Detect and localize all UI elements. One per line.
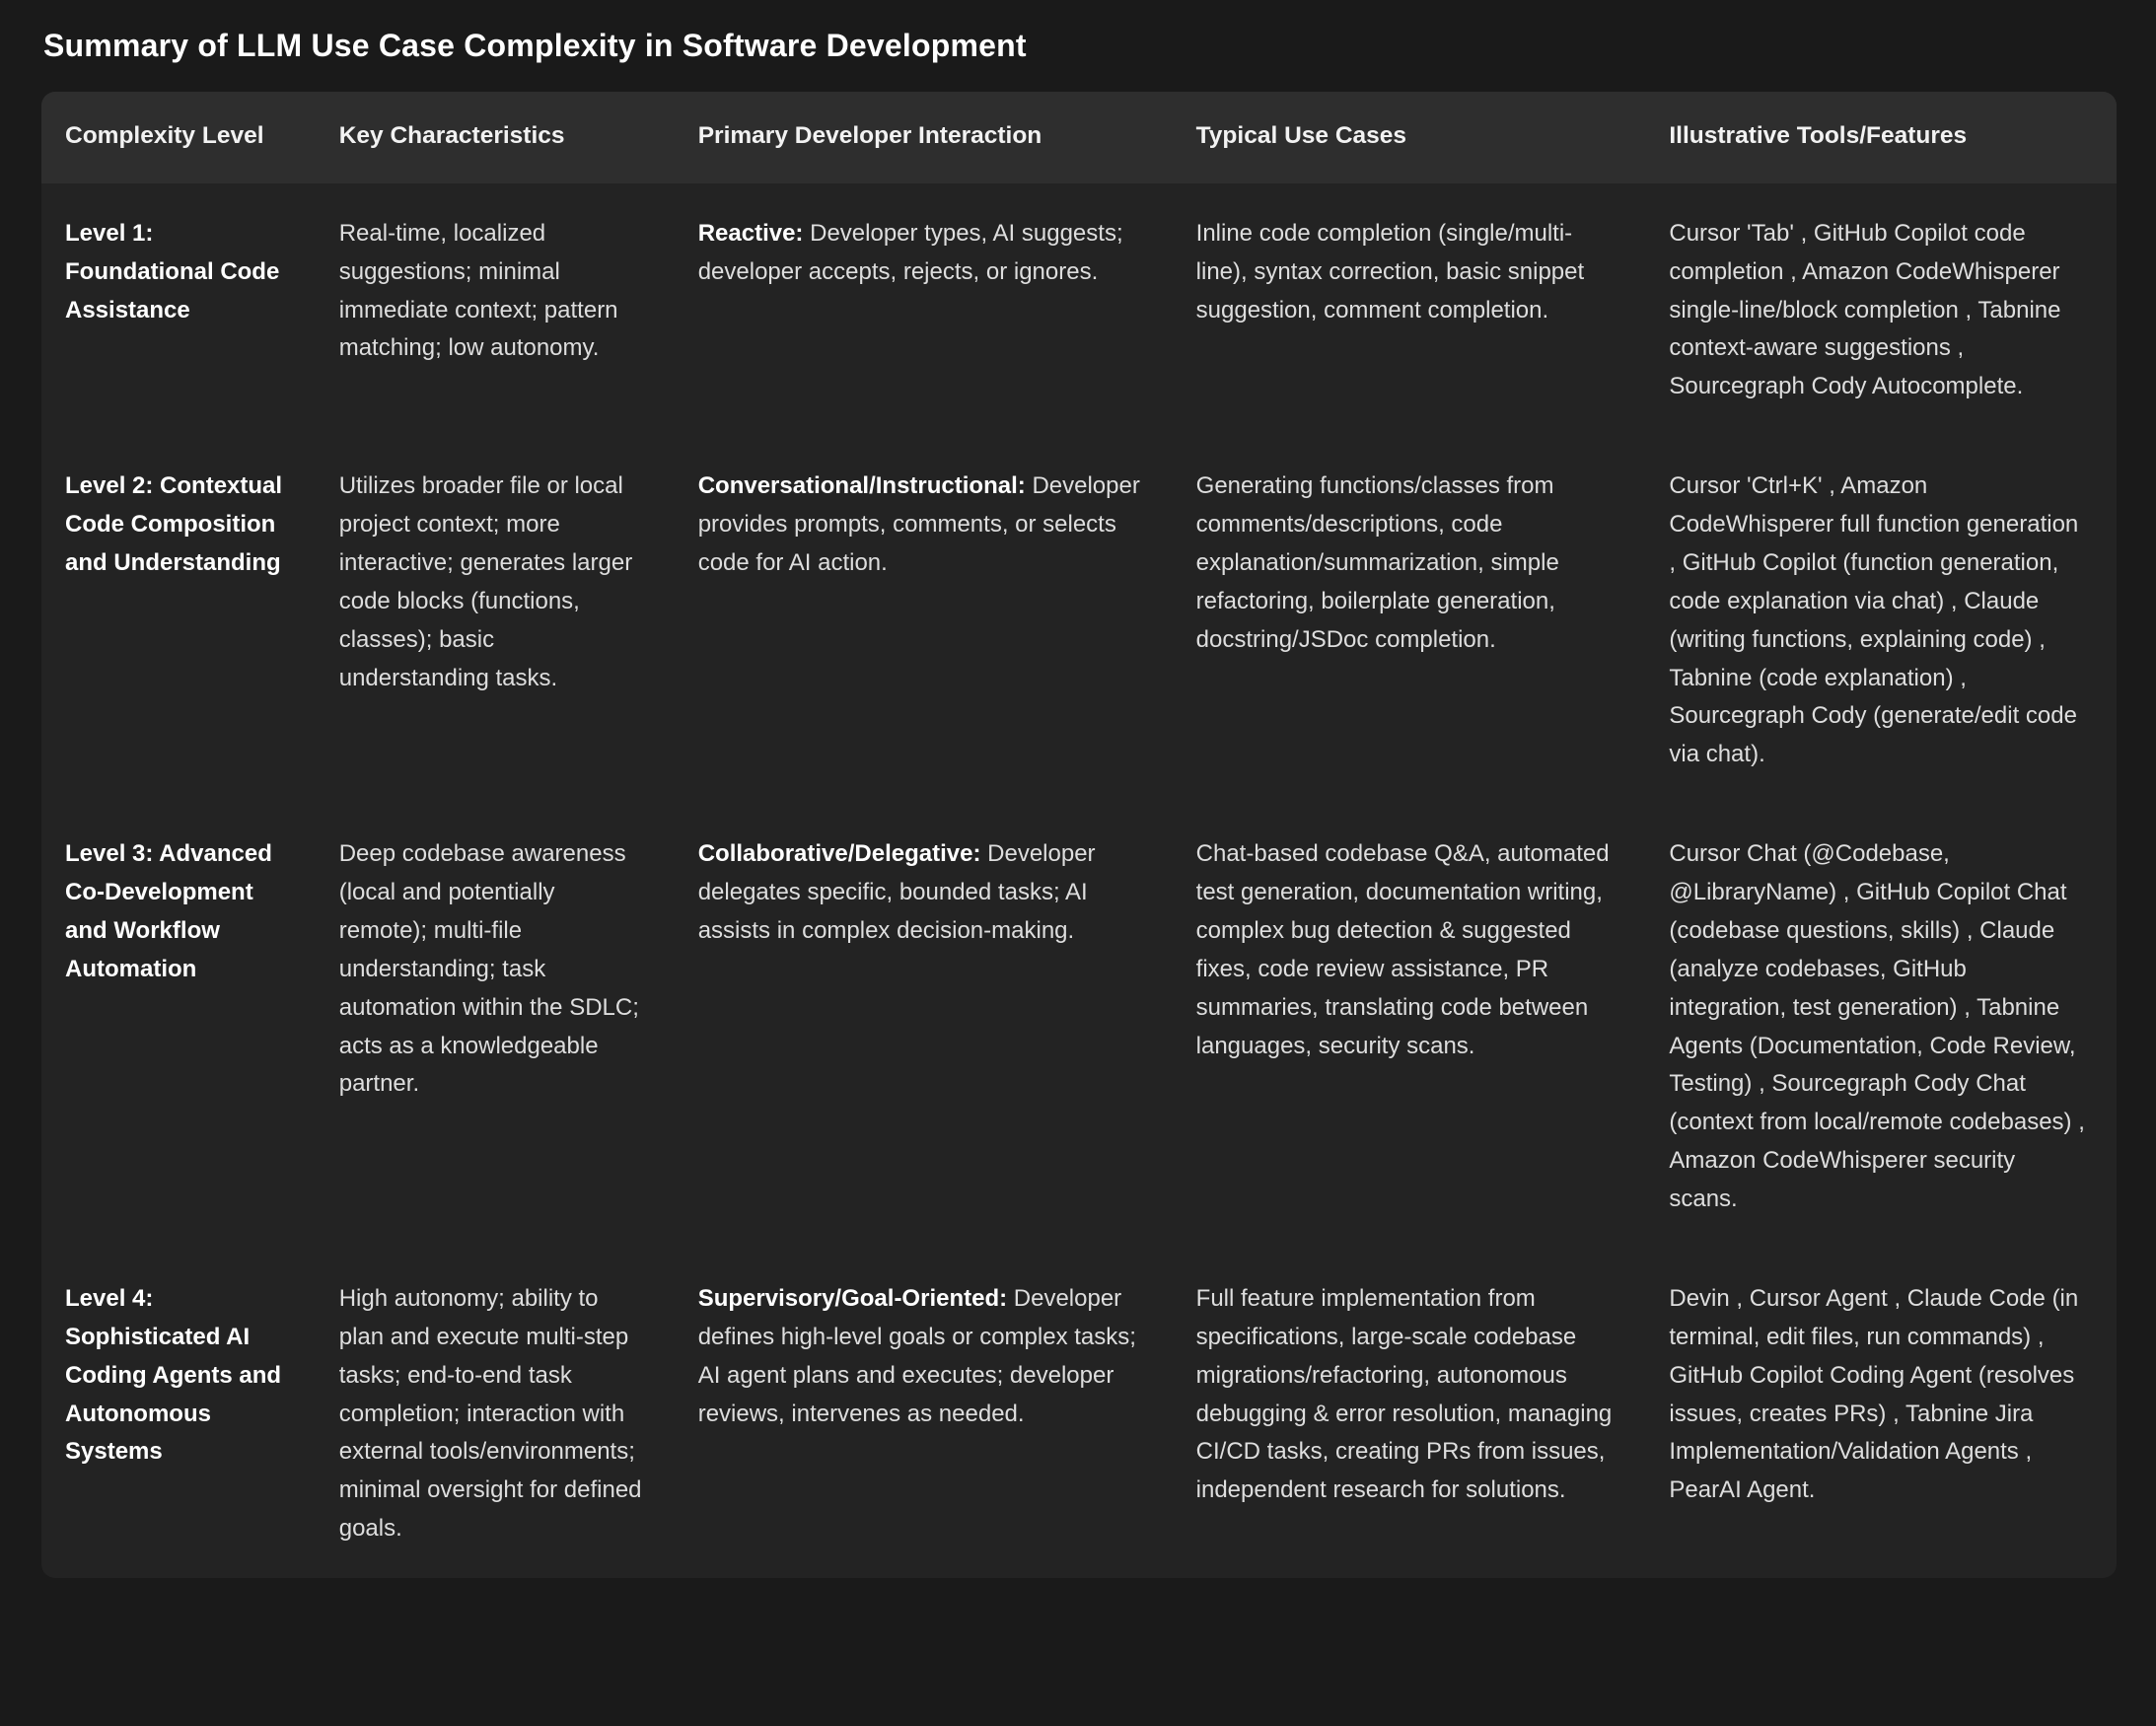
header-cell-complexity-level: Complexity Level	[65, 122, 264, 149]
cell-characteristics: Deep codebase awareness (local and potentially remote); multi-file understanding; task automation within the SDLC; acts as a knowledgeable partner.	[338, 840, 639, 1098]
header-cell-key-characteristics: Key Characteristics	[338, 122, 565, 149]
header-cell-typical-use-cases: Typical Use Cases	[1195, 122, 1407, 149]
cell-interaction	[675, 1249, 1173, 1578]
header-cell-illustrative-tools: Illustrative Tools/Features	[1669, 122, 1968, 149]
table-header-row	[41, 92, 2117, 183]
table-row-level-1	[41, 183, 2117, 436]
cell-level: Level 2: Contextual Code Composition and Understanding	[65, 472, 283, 576]
cell-characteristics: Real-time, localized suggestions; minimal immediate context; pattern matching; low autonomy.	[338, 219, 618, 362]
cell-use-cases: Chat-based codebase Q&A, automated test generation, documentation writing, complex bug detection & suggested fixes, code review assistance, PR summaries, translating code between languages, security scans.	[1195, 840, 1610, 1059]
cell-use-cases: Inline code completion (single/multi-line), syntax correction, basic snippet suggestion, comment completion.	[1195, 219, 1585, 324]
cell-level: Level 4: Sophisticated AI Coding Agents and Autonomous Systems	[65, 1284, 282, 1466]
interaction-mode-label: Reactive:	[697, 219, 804, 247]
cell-tools: Devin , Cursor Agent , Claude Code (in terminal, edit files, run commands) , GitHub Copilot Coding Agent (resolves issues, creates PRs) , Tabnine Jira Implementation/Validation Agents , PearAI Agent.	[1669, 1284, 2079, 1504]
table-row-level-4	[41, 1249, 2117, 1578]
cell-characteristics: Utilizes broader file or local project context; more interactive; generates larger code blocks (functions, classes); basic understanding tasks.	[338, 472, 633, 691]
table-row-level-3	[41, 804, 2117, 1249]
table-row-level-2	[41, 436, 2117, 804]
interaction-mode-label: Conversational/Instructional:	[697, 472, 1026, 500]
interaction-mode-label: Collaborative/Delegative:	[697, 840, 981, 868]
cell-tools: Cursor 'Tab' , GitHub Copilot code completion , Amazon CodeWhisperer single-line/block completion , Tabnine context-aware suggestions , Sourcegraph Cody Autocomplete.	[1669, 219, 2061, 400]
cell-level: Level 3: Advanced Co-Development and Workflow Automation	[65, 840, 272, 982]
cell-tools: Cursor 'Ctrl+K' , Amazon CodeWhisperer full function generation , GitHub Copilot (function generation, code explanation via chat) , Claude (writing functions, explaining code) , Tabnine (code explanation) , Sourcegraph Cody (generate/edit code via chat).	[1669, 472, 2079, 768]
page-title: Summary of LLM Use Case Complexity in Software Development	[43, 28, 1027, 63]
cell-use-cases: Full feature implementation from specifications, large-scale codebase migrations/refactoring, autonomous debugging & error resolution, managing CI/CD tasks, creating PRs from issues, independent research for solutions.	[1195, 1284, 1613, 1504]
interaction-mode-label: Supervisory/Goal-Oriented:	[697, 1284, 1008, 1312]
header-cell-primary-developer-interaction: Primary Developer Interaction	[697, 122, 1042, 149]
cell-use-cases: Generating functions/classes from comments/descriptions, code explanation/summarization, simple refactoring, boilerplate generation, docstring/JSDoc completion.	[1195, 472, 1559, 653]
complexity-table-card	[41, 92, 2117, 1578]
interaction-description: Developer types, AI suggests; developer accepts, rejects, or ignores.	[697, 219, 1123, 285]
cell-level: Level 1: Foundational Code Assistance	[65, 219, 280, 324]
cell-interaction	[675, 436, 1173, 804]
cell-tools: Cursor Chat (@Codebase, @LibraryName) , GitHub Copilot Chat (codebase questions, skills) , Claude (analyze codebases, GitHub integration, test generation) , Tabnine Agents (Documentation, Code Review, Testing) , Sourcegraph Cody Chat (context from local/remote codebases) , Amazon CodeWhisperer security scans.	[1669, 840, 2085, 1213]
interaction-description: Developer defines high-level goals or complex tasks; AI agent plans and executes; developer reviews, intervenes as needed.	[697, 1284, 1136, 1427]
complexity-table	[41, 92, 2117, 1578]
cell-interaction	[675, 804, 1173, 1249]
interaction-description: Developer delegates specific, bounded tasks; AI assists in complex decision-making.	[697, 840, 1096, 944]
interaction-description: Developer provides prompts, comments, or selects code for AI action.	[697, 472, 1140, 576]
cell-characteristics: High autonomy; ability to plan and execute multi-step tasks; end-to-end task completion; interaction with external tools/environments; minimal oversight for defined goals.	[338, 1284, 642, 1543]
cell-interaction	[675, 183, 1173, 436]
